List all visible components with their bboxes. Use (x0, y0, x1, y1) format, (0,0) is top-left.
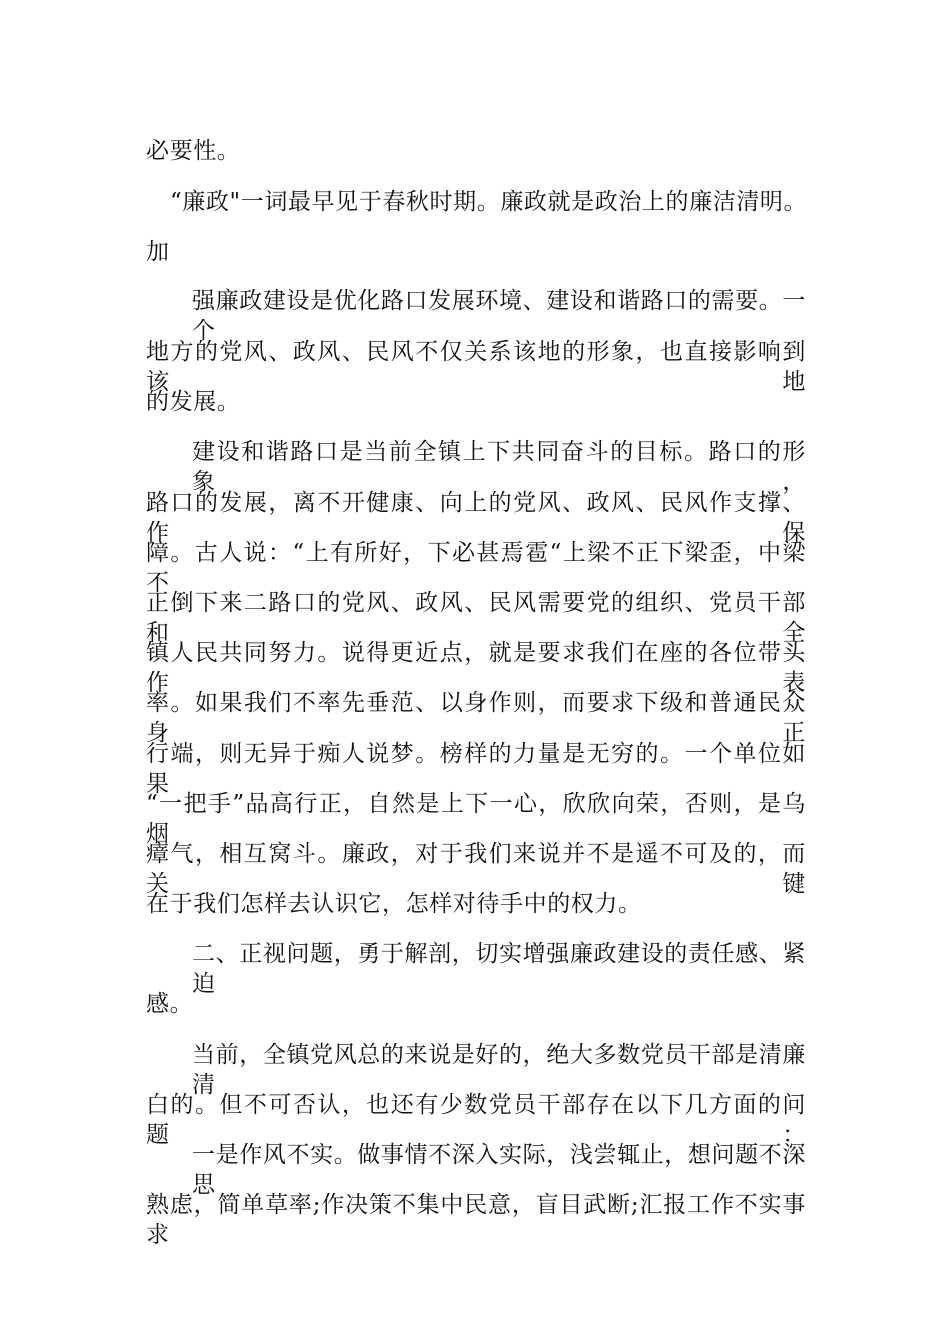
text-line: 镇人民共同努力。说得更近点，就是要求我们在座的各位带头作表 (146, 640, 806, 696)
text-line: 行端，则无异于痴人说梦。榜样的力量是无穷的。一个单位如果 (146, 741, 806, 797)
text-line: 白的。但不可否认，也还有少数党员干部存在以下几方面的问题： (146, 1092, 806, 1148)
text-line: 的发展。 (146, 389, 241, 415)
text-line: 在于我们怎样去认识它，怎样对待手中的权力。 (146, 891, 642, 917)
text-line: 加 (146, 239, 170, 265)
text-line: 建设和谐路口是当前全镇上下共同奋斗的目标。路口的形象， (192, 439, 806, 495)
text-line: 障。古人说：“上有所好，下必甚焉雹“上梁不正下梁歪，中梁不 (146, 540, 806, 596)
text-line: 地方的党风、政风、民风不仅关系该地的形象，也直接影响到该地 (146, 339, 806, 395)
text-line: 强廉政建设是优化路口发展环境、建设和谐路口的需要。一个 (192, 288, 806, 344)
text-line: 感。 (146, 991, 194, 1017)
text-line: 正倒下来二路口的党风、政风、民风需要党的组织、党员干部和全 (146, 590, 806, 646)
text-line: 二、正视问题，勇于解剖，切实增强廉政建设的责任感、紧迫 (192, 941, 806, 997)
text-line: 瘴气，相互窝斗。廉政，对于我们来说并不是遥不可及的，而关键 (146, 841, 806, 897)
text-line: 一是作风不实。做事情不深入实际，浅尝辄止，想问题不深思 (192, 1142, 806, 1198)
text-line: 率。如果我们不率先垂范、以身作则，而要求下级和普通民众身正 (146, 690, 806, 746)
text-line: 路口的发展，离不开健康、向上的党风、政风、民风作支撑、作保 (146, 490, 806, 546)
text-line: “廉政"一词最早见于春秋时期。廉政就是政治上的廉洁清明。 (170, 189, 808, 215)
text-line: 必要性。 (146, 138, 241, 164)
text-line: 熟虑，简单草率;作决策不集中民意，盲目武断;汇报工作不实事求 (146, 1192, 806, 1248)
text-line: “一把手”品高行正，自然是上下一心，欣欣向荣，否则，是乌烟 (146, 791, 806, 847)
text-line: 当前，全镇党风总的来说是好的，绝大多数党员干部是清廉清 (192, 1042, 806, 1098)
